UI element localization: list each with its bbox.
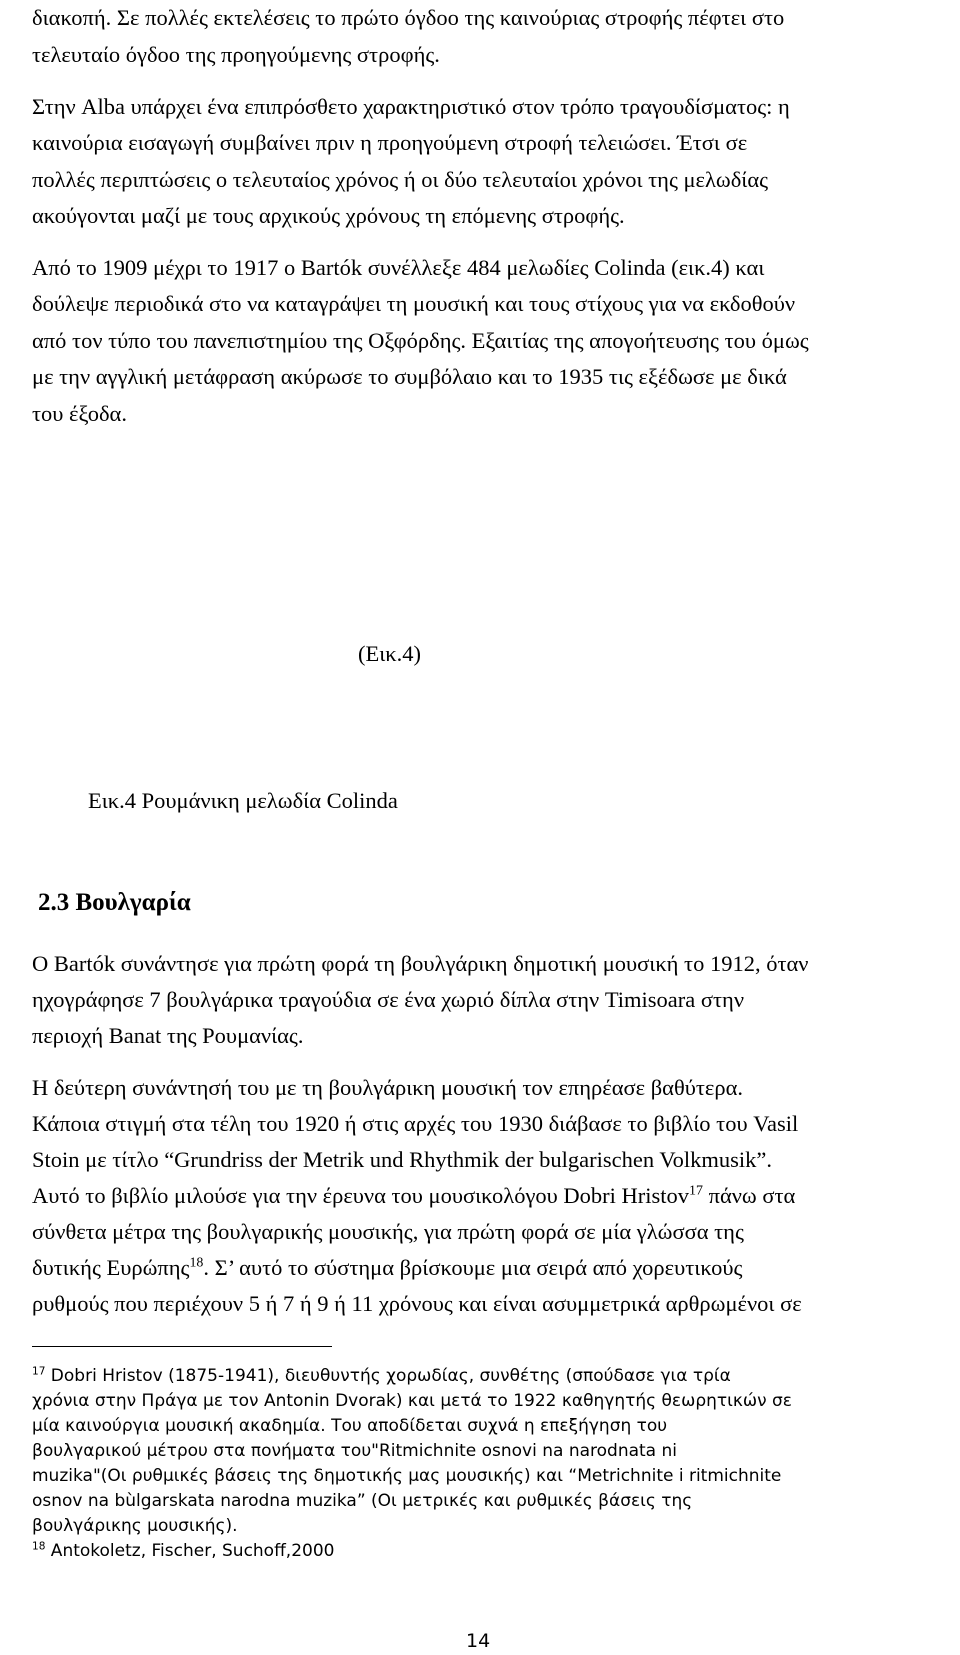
- footnote-17: [32, 1366, 731, 1386]
- paragraph-line: δούλεψε περιοδικά στο να καταγράψει τη μουσική και τους στίχους για να εκδοθούν: [32, 291, 796, 316]
- footnote-line: χρόνια στην Πράγα με τον Antonin Dvorak) και μετά το 1922 καθηγητής θεωρητικών σε: [32, 1391, 792, 1411]
- footnote-line: μία καινούργια μουσική ακαδημία. Του αποδίδεται συχνά η επεξήγηση του: [32, 1416, 668, 1436]
- section-heading: 2.3 Βουλγαρία: [38, 889, 191, 916]
- line-text: δυτικής Ευρώπης: [32, 1255, 190, 1280]
- paragraph-line: σύνθετα μέτρα της βουλγαρικής μουσικής, για πρώτη φορά σε μία γλώσσα της: [32, 1219, 744, 1244]
- figure-caption: Εικ.4 Ρουμάνικη μελωδία Colinda: [88, 788, 398, 813]
- line-text: Αυτό το βιβλίο μιλούσε για την έρευνα του μουσικολόγου Dobri Hristov: [32, 1183, 690, 1208]
- page-number: 14: [466, 1630, 491, 1652]
- paragraph-line: Ο Bartók συνάντησε για πρώτη φορά τη βουλγάρικη δημοτική μουσική το 1912, όταν: [32, 951, 809, 976]
- paragraph-line: [32, 1255, 742, 1281]
- footnote-separator: [32, 1346, 332, 1347]
- paragraph-line: με την αγγλική μετάφραση ακύρωσε το συμβόλαιο και το 1935 τις εξέδωσε με δικά: [32, 364, 787, 389]
- paragraph-line: ηχογράφησε 7 βουλγάρικα τραγούδια σε ένα χωριό δίπλα στην Timisoara στην: [32, 987, 745, 1012]
- footnote-line: osnov na bùlgarskata narodna muzika” (Οι μετρικές και ρυθμικές βάσεις της: [32, 1491, 693, 1511]
- line-text: . Σ’ αυτό το σύστημα βρίσκουμε μια σειρά από χορευτικούς: [203, 1255, 743, 1280]
- footnote-ref-17[interactable]: 17: [689, 1183, 703, 1199]
- paragraph-line: ρυθμούς που περιέχουν 5 ή 7 ή 9 ή 11 χρόνους και είναι ασυμμετρικά αρθρωμένοι σε: [32, 1291, 802, 1316]
- footnote-number: 17: [32, 1365, 46, 1378]
- paragraph-line: διακοπή. Σε πολλές εκτελέσεις το πρώτο όγδοο της καινούριας στροφής πέφτει στο: [32, 5, 785, 30]
- footnote-line: muzika"(Οι ρυθμικές βάσεις της δημοτικής μας μουσικής) και “Metrichnite i ritmichnite: [32, 1466, 782, 1486]
- footnote-line: βουλγαρικού μέτρου στα πονήματα του"Ritmichnite osnovi na narodnata ni: [32, 1441, 677, 1461]
- paragraph-line: Η δεύτερη συνάντησή του με τη βουλγάρικη μουσική τον επηρέασε βαθύτερα.: [32, 1075, 744, 1100]
- paragraph-line: Στην Alba υπάρχει ένα επιπρόσθετο χαρακτηριστικό στον τρόπο τραγουδίσματος: η: [32, 94, 790, 119]
- paragraph-line: του έξοδα.: [32, 401, 127, 426]
- paragraph-line: [32, 1183, 795, 1209]
- paragraph-line: από τον τύπο του πανεπιστημίου της Οξφόρδης. Εξαιτίας της απογοήτευσης του όμως: [32, 328, 809, 353]
- footnote-18: [32, 1541, 334, 1561]
- paragraph-line: ακούγονται μαζί με τους αρχικούς χρόνους τη επόμενης στροφής.: [32, 203, 625, 228]
- line-text: πάνω στα: [702, 1183, 796, 1208]
- footnote-line: βουλγάρικης μουσικής).: [32, 1516, 238, 1536]
- paragraph-line: Κάποια στιγμή στα τέλη του 1920 ή στις αρχές του 1930 διάβασε το βιβλίο του Vasil: [32, 1111, 799, 1136]
- paragraph-line: καινούρια εισαγωγή συμβαίνει πριν η προηγούμενη στροφή τελειώσει. Έτσι σε: [32, 130, 748, 155]
- footnote-text: Dobri Hristov (1875-1941), διευθυντής χορωδίας, συνθέτης (σπούδασε για τρία: [45, 1366, 731, 1386]
- paragraph-line: περιοχή Banat της Ρουμανίας.: [32, 1023, 304, 1048]
- paragraph-line: Stoin με τίτλο “Grundriss der Metrik und Rhythmik der bulgarischen Volkmusik”.: [32, 1147, 773, 1172]
- footnote-text: Antokoletz, Fischer, Suchoff,2000: [45, 1541, 335, 1561]
- footnote-ref-18[interactable]: 18: [189, 1255, 204, 1271]
- paragraph-line: Από το 1909 μέχρι το 1917 ο Bartók συνέλλεξε 484 μελωδίες Colinda (εικ.4) και: [32, 255, 765, 280]
- paragraph-line: πολλές περιπτώσεις ο τελευταίος χρόνος ή οι δύο τελευταίοι χρόνοι της μελωδίας: [32, 167, 769, 192]
- figure-label: (Εικ.4): [358, 641, 421, 666]
- paragraph-line: τελευταίο όγδοο της προηγούμενης στροφής.: [32, 42, 440, 67]
- footnote-number: 18: [32, 1540, 46, 1553]
